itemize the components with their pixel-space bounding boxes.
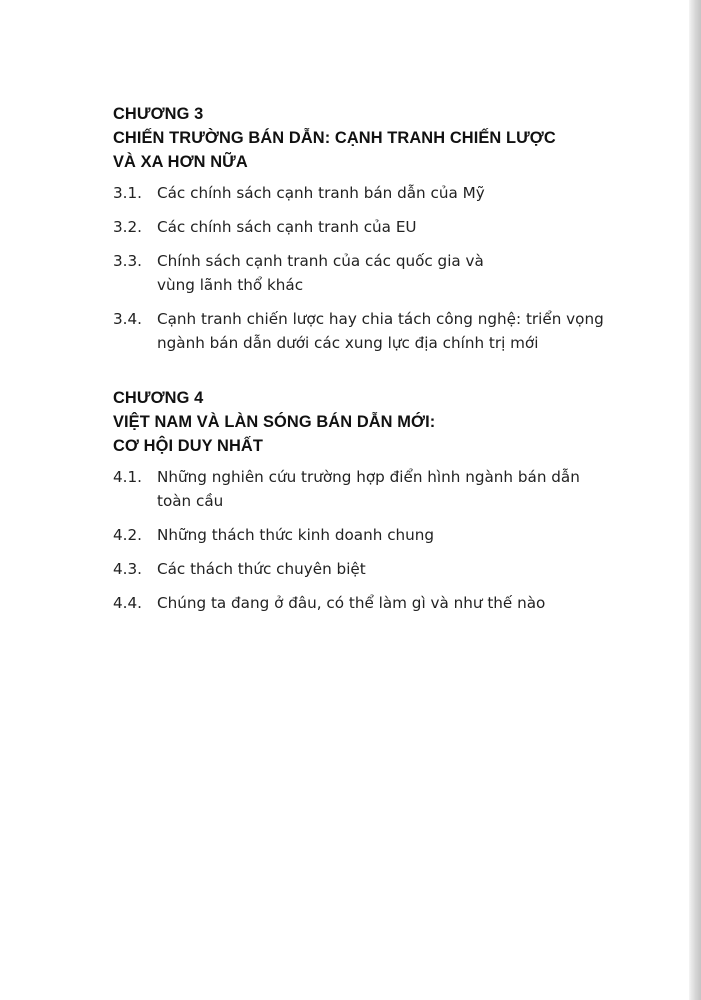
chapter-label: CHƯƠNG 3: [113, 105, 204, 123]
toc-entry-number: 4.3.: [113, 560, 142, 578]
toc-entry-title-continued: vùng lãnh thổ khác: [157, 276, 304, 294]
chapter-4-toc: [113, 465, 673, 615]
toc-entry-3-2: [113, 215, 673, 239]
toc-entry-number: 4.4.: [113, 594, 142, 612]
toc-entry-title: Các chính sách cạnh tranh của EU: [157, 218, 417, 236]
chapter-3-toc: [113, 181, 673, 355]
toc-entry-title: Chúng ta đang ở đâu, có thể làm gì và như thế nào: [157, 594, 546, 612]
toc-entry-title: Chính sách cạnh tranh của các quốc gia và: [157, 252, 484, 270]
toc-entry-title-continued: ngành bán dẫn dưới các xung lực địa chính trị mới: [157, 334, 539, 352]
toc-entry-title: Các chính sách cạnh tranh bán dẫn của Mỹ: [157, 184, 485, 202]
toc-entry-4-2: [113, 523, 673, 547]
chapter-4-heading: [113, 386, 673, 458]
chapter-title-line: CƠ HỘI DUY NHẤT: [113, 437, 263, 455]
toc-entry-title: Cạnh tranh chiến lược hay chia tách công nghệ: triển vọng: [157, 310, 604, 328]
toc-entry-4-3: [113, 557, 673, 581]
toc-entry-number: 3.1.: [113, 184, 142, 202]
page-edge-shadow: [689, 0, 701, 1000]
toc-entry-number: 3.3.: [113, 252, 142, 270]
toc-entry-title: Những thách thức kinh doanh chung: [157, 526, 435, 544]
chapter-title-line: VÀ XA HƠN NỮA: [113, 153, 248, 171]
chapter-3-heading: [113, 102, 673, 174]
toc-entry-4-4: [113, 591, 673, 615]
toc-entry-4-1: [113, 465, 673, 513]
chapter-title-line: CHIẾN TRƯỜNG BÁN DẪN: CẠNH TRANH CHIẾN LƯỢC: [113, 129, 556, 147]
toc-entry-title: Các thách thức chuyên biệt: [157, 560, 366, 578]
toc-entry-title-continued: toàn cầu: [157, 492, 224, 510]
chapter-title-line: VIỆT NAM VÀ LÀN SÓNG BÁN DẪN MỚI:: [113, 413, 436, 431]
toc-entry-3-4: [113, 307, 673, 355]
chapter-3-section: [113, 102, 673, 355]
toc-entry-title: Những nghiên cứu trường hợp điển hình ngành bán dẫn: [157, 468, 580, 486]
chapter-label: CHƯƠNG 4: [113, 389, 204, 407]
toc-entry-number: 3.2.: [113, 218, 142, 236]
chapter-4-section: [113, 386, 673, 615]
toc-entry-number: 4.2.: [113, 526, 142, 544]
toc-entry-number: 4.1.: [113, 468, 142, 486]
toc-entry-number: 3.4.: [113, 310, 142, 328]
toc-entry-3-3: [113, 249, 673, 297]
toc-entry-3-1: [113, 181, 673, 205]
